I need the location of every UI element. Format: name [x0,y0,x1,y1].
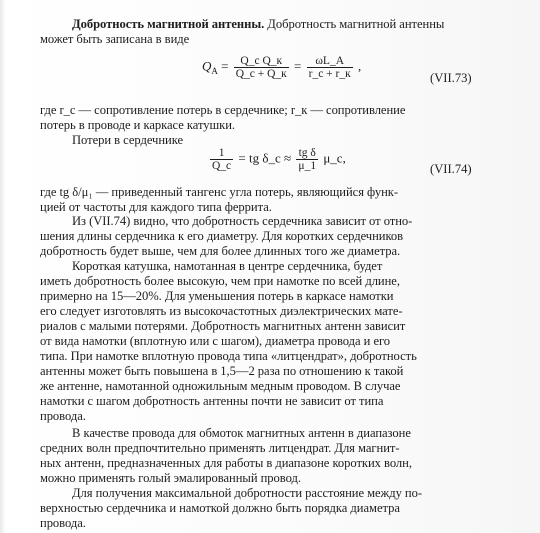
paragraph-line: провода. [40,516,86,530]
paragraph-line: цией от частоты для каждого типа феррита. [40,200,272,214]
eq1-lhs: Q [202,58,212,74]
paragraph-line: где r_c — сопротивление потерь в сердечнике; r_к — сопротивление [40,103,406,117]
equation-number: (VII.73) [430,71,472,85]
paragraph-line: Потери в сердечнике [72,133,184,147]
eq1-f1-numerator: Q_c Q_к [234,55,289,68]
eq2-f2-numerator: tg δ [296,147,318,160]
paragraph-line: средних волн предпочтительно применять литцендрат. Для магнит- [40,441,400,455]
scan-edge-shadow [0,0,6,533]
paragraph-line: верхностью сердечника и намоткой должно быть порядка диаметра [40,501,400,515]
paragraph-line: В качестве провода для обмоток магнитных антенн в диапазоне [72,426,411,440]
eq1-fraction-2 [307,55,353,80]
paragraph-line: примерно на 15—20%. Для уменьшения потерь в каркасе намотки [40,289,394,303]
eq1-lhs-sub: A [211,66,218,77]
paragraph-line: провода. [40,409,86,423]
paragraph-line: Короткая катушка, намотанная в центре сердечника, будет [72,259,383,273]
eq1-f1-denominator: Q_c + Q_к [235,68,287,80]
equation-number: (VII.74) [430,162,472,176]
paragraph-line: Для получения максимальной добротности расстояние между по- [72,486,422,500]
eq2-tail: μ_c, [323,150,346,166]
paragraph-line: типа. При намотке вплотную провода типа «литцендрат», добротность [40,349,417,363]
eq2-f1-denominator: Q_c [212,160,232,172]
paragraph-line: его следует изготовлять из высокочастотных диэлектрических мате- [40,304,403,318]
eq1-fraction-1 [234,55,289,80]
paragraph-line [72,17,444,32]
paragraph-line: шения длины сердечника к его диаметру. Для коротких сердечников [40,229,404,243]
equation-vii-73: $Q_A$ = $\frac{\text{Q\_c Q\_к}}{Q\_c + Q\_к}$ = $\frac{\omega L\_A}{r\_c + r\_к}$ , [202,55,362,80]
paragraph-line: антенны может быть повышена в 1,5—2 раза по отношению к такой [40,364,404,378]
paragraph-line: добротность будет выше, чем для более длинных того же диаметра. [40,244,401,258]
eq2-fraction-1 [210,147,233,172]
heading-continuation: Добротность магнитной антенны [264,17,445,31]
paragraph-line: где tg δ/μ₁ — приведенный тангенс угла потерь, являющийся функ- [40,185,399,199]
paragraph-line: риалов с малыми потерями. Добротность магнитных антенн зависит [40,319,406,333]
eq2-f2-denominator: μ_1 [298,160,317,172]
paragraph-line: намотки с шагом добротность антенны почти не зависит от типа [40,394,384,408]
paragraph-line: может быть записана в виде [40,32,190,46]
paragraph-line: Из (VII.74) видно, что добротность сердечника зависит от отно- [72,214,413,228]
section-heading: Добротность магнитной антенны. [72,17,265,31]
paragraph-line: от вида намотки (вплотную или с шагом), диаметра провода и его [40,334,391,348]
paragraph-line: иметь добротность более высокую, чем при намотке по всей длине, [40,274,400,288]
eq1-f2-denominator: r_c + r_к [308,68,351,80]
paragraph-line: можно применять голый эмалированный провод. [40,471,301,485]
eq2-fraction-2 [296,147,318,172]
paragraph-line: потерь в проводе и каркасе катушки. [40,118,236,132]
eq1-f2-numerator: ωL_A [307,55,353,68]
paragraph-line: же антенне, намотанной одножильным медным проводом. В случае [40,379,401,393]
eq2-middle: = tg δ_c ≈ [238,150,292,166]
paragraph-line: ных антенн, предназначенных для работы в диапазоне коротких волн, [40,456,412,470]
eq2-f1-numerator: 1 [210,147,233,160]
equation-vii-74 [208,147,346,172]
